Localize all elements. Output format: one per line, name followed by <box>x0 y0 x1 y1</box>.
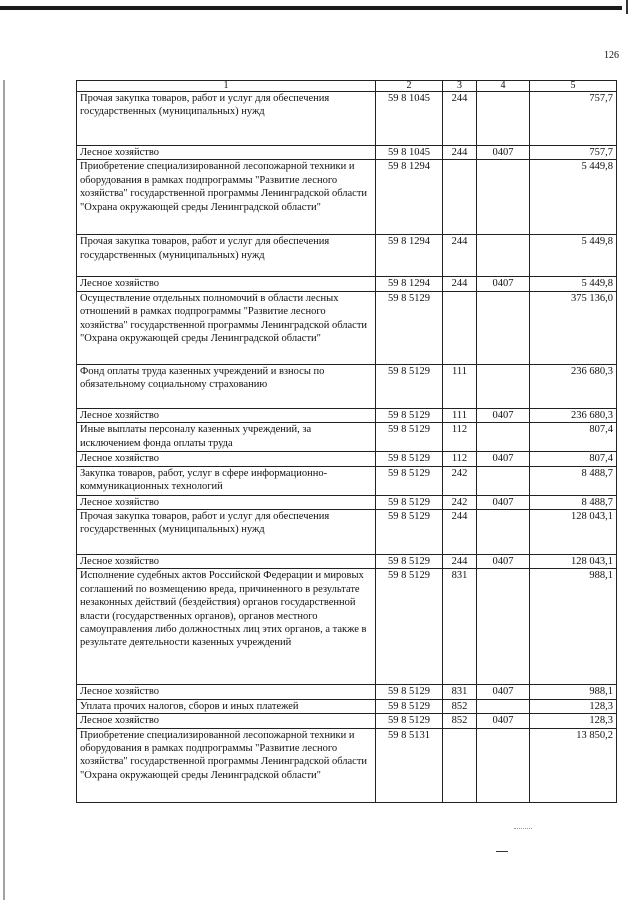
row-section: 0407 <box>477 452 530 466</box>
row-code: 59 8 5129 <box>376 364 443 408</box>
table-row <box>77 364 617 408</box>
row-name: Лесное хозяйство <box>77 714 376 728</box>
row-vr: 112 <box>443 452 477 466</box>
row-name: Приобретение специализированной лесопожарной техники и оборудования в рамках подпрограммы "Развитие лесного хозяйства" государственной программы Ленинградской области "Охрана окружающей среды Ленинградской области" <box>77 728 376 802</box>
col-header-4: 4 <box>477 81 530 92</box>
row-vr: 111 <box>443 408 477 422</box>
row-amount: 236 680,3 <box>530 408 617 422</box>
row-vr: 112 <box>443 423 477 452</box>
table-row <box>77 685 617 699</box>
row-code: 59 8 5129 <box>376 408 443 422</box>
row-section <box>477 728 530 802</box>
row-section <box>477 291 530 364</box>
table-row <box>77 452 617 466</box>
row-code: 59 8 5129 <box>376 495 443 509</box>
col-header-1: 1 <box>77 81 376 92</box>
row-vr: 244 <box>443 92 477 146</box>
row-amount: 8 488,7 <box>530 466 617 495</box>
table-row <box>77 495 617 509</box>
row-amount: 757,7 <box>530 92 617 146</box>
header-row <box>77 81 617 92</box>
row-name: Лесное хозяйство <box>77 408 376 422</box>
row-vr: 831 <box>443 685 477 699</box>
row-amount: 5 449,8 <box>530 277 617 291</box>
col-header-2: 2 <box>376 81 443 92</box>
row-vr: 244 <box>443 510 477 555</box>
table-row <box>77 235 617 277</box>
row-code: 59 8 5131 <box>376 728 443 802</box>
row-section <box>477 699 530 713</box>
row-name: Прочая закупка товаров, работ и услуг для обеспечения государственных (муниципальных) нужд <box>77 510 376 555</box>
row-section <box>477 569 530 685</box>
scan-speck <box>514 828 532 830</box>
row-code: 59 8 5129 <box>376 714 443 728</box>
table-row <box>77 423 617 452</box>
row-section: 0407 <box>477 495 530 509</box>
table-row <box>77 146 617 160</box>
row-amount: 13 850,2 <box>530 728 617 802</box>
row-amount: 5 449,8 <box>530 235 617 277</box>
row-section <box>477 364 530 408</box>
table-row <box>77 714 617 728</box>
row-code: 59 8 1294 <box>376 235 443 277</box>
row-amount: 807,4 <box>530 423 617 452</box>
table-row <box>77 291 617 364</box>
row-name: Лесное хозяйство <box>77 452 376 466</box>
row-name: Лесное хозяйство <box>77 685 376 699</box>
row-section <box>477 92 530 146</box>
row-amount: 807,4 <box>530 452 617 466</box>
row-amount: 236 680,3 <box>530 364 617 408</box>
row-section <box>477 160 530 235</box>
row-amount: 128,3 <box>530 699 617 713</box>
row-section: 0407 <box>477 685 530 699</box>
row-section: 0407 <box>477 714 530 728</box>
scan-dash-mark <box>496 851 508 852</box>
row-name: Лесное хозяйство <box>77 277 376 291</box>
row-vr: 242 <box>443 495 477 509</box>
col-header-5: 5 <box>530 81 617 92</box>
row-code: 59 8 5129 <box>376 423 443 452</box>
row-vr: 111 <box>443 364 477 408</box>
row-name: Приобретение специализированной лесопожарной техники и оборудования в рамках подпрограммы "Развитие лесного хозяйства" государственной программы Ленинградской области "Охрана окружающей среды Ленинградской области" <box>77 160 376 235</box>
table-row <box>77 569 617 685</box>
row-code: 59 8 1045 <box>376 146 443 160</box>
row-vr: 831 <box>443 569 477 685</box>
row-vr <box>443 160 477 235</box>
scan-edge-right <box>626 0 628 14</box>
row-code: 59 8 5129 <box>376 569 443 685</box>
row-amount: 988,1 <box>530 569 617 685</box>
row-code: 59 8 5129 <box>376 452 443 466</box>
row-code: 59 8 1294 <box>376 277 443 291</box>
row-code: 59 8 1294 <box>376 160 443 235</box>
row-section: 0407 <box>477 408 530 422</box>
row-section: 0407 <box>477 277 530 291</box>
row-code: 59 8 1045 <box>376 92 443 146</box>
row-vr: 244 <box>443 555 477 569</box>
row-code: 59 8 5129 <box>376 291 443 364</box>
row-name: Исполнение судебных актов Российской Федерации и мировых соглашений по возмещению вреда, причиненного в результате незаконных действий (бездействия) органов государственной власти (государственных органов), органов местного самоуправления либо должностных лиц этих органов, а также в результате деятельности казенных учреждений <box>77 569 376 685</box>
row-name: Лесное хозяйство <box>77 495 376 509</box>
row-amount: 8 488,7 <box>530 495 617 509</box>
table-row <box>77 160 617 235</box>
row-amount: 988,1 <box>530 685 617 699</box>
row-section <box>477 510 530 555</box>
row-name: Иные выплаты персоналу казенных учреждений, за исключением фонда оплаты труда <box>77 423 376 452</box>
row-vr <box>443 291 477 364</box>
table-row <box>77 555 617 569</box>
budget-table <box>76 80 617 803</box>
table-row <box>77 699 617 713</box>
row-name: Лесное хозяйство <box>77 555 376 569</box>
row-amount: 375 136,0 <box>530 291 617 364</box>
row-vr: 244 <box>443 146 477 160</box>
row-amount: 128,3 <box>530 714 617 728</box>
row-section <box>477 423 530 452</box>
row-name: Закупка товаров, работ, услуг в сфере информационно-коммуникационных технологий <box>77 466 376 495</box>
row-name: Лесное хозяйство <box>77 146 376 160</box>
row-amount: 5 449,8 <box>530 160 617 235</box>
row-name: Осуществление отдельных полномочий в области лесных отношений в рамках подпрограммы "Развитие лесного хозяйства" государственной программы Ленинградской области "Охрана окружающей среды Ленинградской области" <box>77 291 376 364</box>
row-section: 0407 <box>477 555 530 569</box>
row-vr: 244 <box>443 235 477 277</box>
row-code: 59 8 5129 <box>376 466 443 495</box>
row-vr: 852 <box>443 714 477 728</box>
row-name: Фонд оплаты труда казенных учреждений и взносы по обязательному социальному страхованию <box>77 364 376 408</box>
row-code: 59 8 5129 <box>376 555 443 569</box>
table-row <box>77 510 617 555</box>
page-number: 126 <box>604 50 619 61</box>
row-section: 0407 <box>477 146 530 160</box>
table-row <box>77 728 617 802</box>
row-vr: 242 <box>443 466 477 495</box>
row-code: 59 8 5129 <box>376 685 443 699</box>
col-header-3: 3 <box>443 81 477 92</box>
row-vr: 244 <box>443 277 477 291</box>
row-name: Прочая закупка товаров, работ и услуг для обеспечения государственных (муниципальных) нужд <box>77 92 376 146</box>
row-vr <box>443 728 477 802</box>
row-name: Уплата прочих налогов, сборов и иных платежей <box>77 699 376 713</box>
row-code: 59 8 5129 <box>376 699 443 713</box>
row-vr: 852 <box>443 699 477 713</box>
row-amount: 128 043,1 <box>530 555 617 569</box>
row-section <box>477 466 530 495</box>
table-row <box>77 277 617 291</box>
row-amount: 128 043,1 <box>530 510 617 555</box>
row-code: 59 8 5129 <box>376 510 443 555</box>
table-row <box>77 92 617 146</box>
row-name: Прочая закупка товаров, работ и услуг для обеспечения государственных (муниципальных) нужд <box>77 235 376 277</box>
table-row <box>77 466 617 495</box>
row-amount: 757,7 <box>530 146 617 160</box>
table-row <box>77 408 617 422</box>
row-section <box>477 235 530 277</box>
scan-border-top <box>0 6 622 10</box>
scan-edge-left <box>3 80 5 900</box>
